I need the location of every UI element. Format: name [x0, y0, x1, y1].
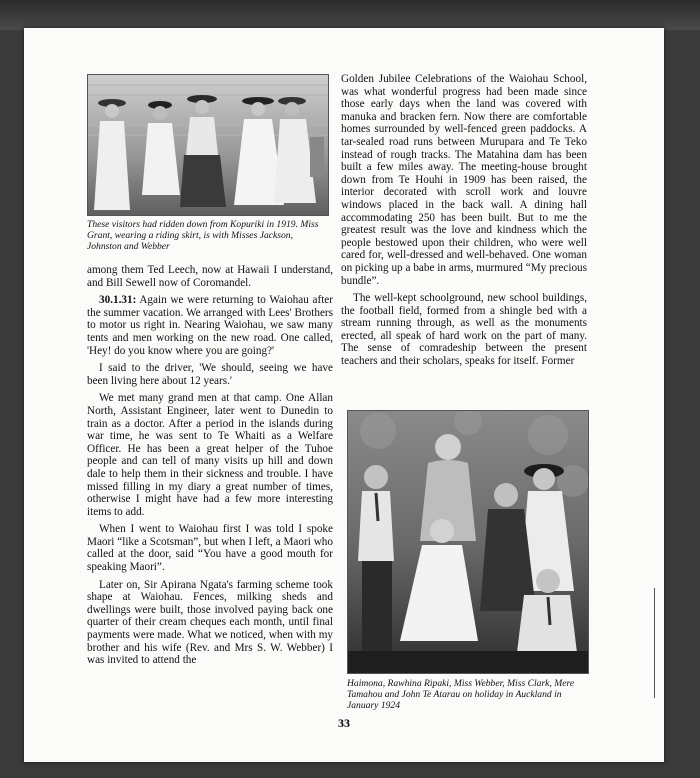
paragraph-dated — [87, 294, 333, 357]
binding-mark: ⁞ — [20, 170, 25, 187]
paragraph: When I went to Waiohau first I was told I spoke Maori “like a Scotsman”, but when I left, a Maori who called at the door, said “You have a good mouth for speaking Maori”. — [87, 523, 333, 574]
margin-line — [654, 588, 655, 698]
paragraph: among them Ted Leech, now at Hawaii I understand, and Bill Sewell now of Coromandel. — [87, 264, 333, 289]
photo-caption-holiday: Haimona, Rawhina Ripaki, Miss Webber, Miss Clark, Mere Tamahou and John Te Atarau on holiday in Auckland in January 1924 — [347, 678, 575, 711]
scan-background — [0, 0, 700, 30]
paragraph-text: Again we were returning to Waiohau after the summer vacation. We arranged with Lees' Brothers to motor us right in. Nearing Waiohau, we saw many tents and men working on the new road. One called, 'Hey! do you know where you are going?' — [87, 294, 333, 357]
left-column — [87, 264, 333, 667]
right-column — [341, 73, 587, 368]
page-number: 33 — [338, 716, 350, 730]
paragraph: Later on, Sir Apirana Ngata's farming scheme took shape at Waiohau. Fences, milking sheds and dwellings were built, those involved paying back one quarter of their cream cheques each month, until final payments were made. What we noticed, when with my brother and his wife (Rev. and Mrs S. W. Webber) I was invited to attend the — [87, 578, 333, 667]
paragraph: We met many grand men at that camp. One Allan North, Assistant Engineer, later went to Dunedin to train as a doctor. After a period in the islands during war time, he was sent to Te Whaiti as a Welfare Officer. He has been a great helper of the Tuhoe people and can tell of many visits up hill and down dale to help them in their sickness and trouble. I have missed filling in my diary a great number of times, otherwise I might have had a few more interesting items to add. — [87, 392, 333, 518]
diary-date: 30.1.31: — [99, 294, 137, 307]
photo-visitors-1919 — [87, 74, 329, 216]
paragraph: The well-kept schoolground, new school buildings, the football field, formed from a shingle bed with a stream running through, as well as the monuments erected, all speak of hard work on the part of many. The sense of comradeship between the present teachers and their scholars, speaks for itself. Former — [341, 292, 587, 368]
book-page — [20, 28, 664, 762]
photo-caption-visitors: These visitors had ridden down from Kopuriki in 1919. Miss Grant, wearing a riding skirt, is with Misses Jackson, Johnston and Webber — [87, 219, 319, 252]
paragraph: I said to the driver, 'We should, seeing we have been living here about 12 years.' — [87, 362, 333, 387]
photo-holiday-1924 — [347, 410, 589, 674]
binding-mark: ⁞ — [20, 580, 25, 597]
paragraph: Golden Jubilee Celebrations of the Waiohau School, was what wonderful progress had been made since those early days when the land was covered with manuka and bracken fern. Now there are comfortable homes surrounded by well-fenced green paddocks. A tar-sealed road runs between Murupara and Te Teko instead of rough tracks. The Matahina dam has been built a few miles away. The meeting-house brought down from Te Houhi in 1909 has been raised, the interior decorated with scroll work and louvre windows placed in the back wall. A dining hall accommodating 250 has been built. But to me the greatest result was the love and kindness which the people bestowed upon their children, who were well cared for, well-dressed and well-behaved. One woman on picking up a babe in arms, murmured “My precious bundle”. — [341, 73, 587, 287]
